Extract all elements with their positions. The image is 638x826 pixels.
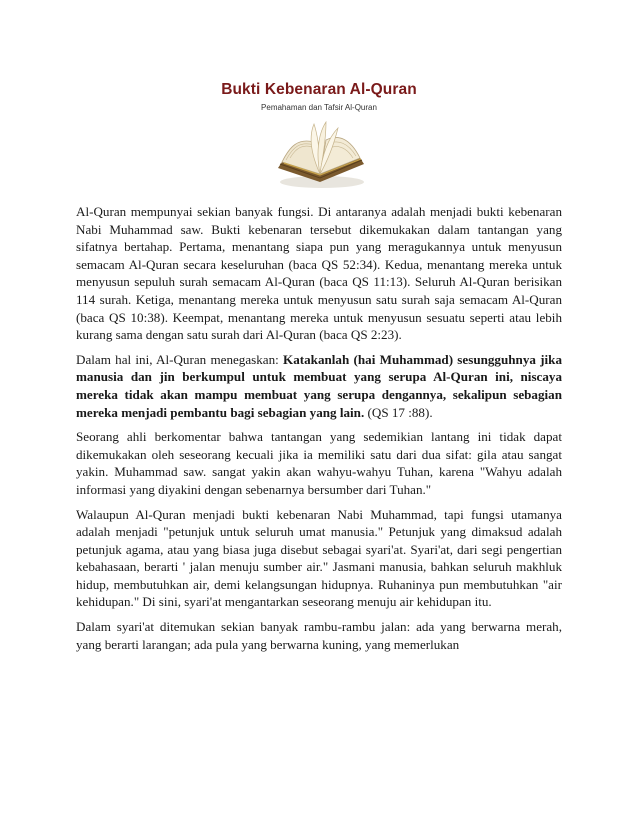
open-quran-book-icon xyxy=(268,116,372,192)
quoted-verse: Katakanlah (hai Muhammad) sesungguhnya jika manusia dan jin berkumpul untuk membuat yang serupa Al-Quran ini, niscaya mereka tidak akan mampu membuat yang serupa dengannya, sekalipun sebagian mereka menjadi pembantu bagi sebagian yang lain. xyxy=(76,351,562,420)
paragraph-rambu-rambu: Dalam syari'at ditemukan sekian banyak rambu-rambu jalan: ada yang berwarna merah, yang berarti larangan; ada pula yang berwarna kuning, yang memerlukan xyxy=(76,619,562,652)
paragraph-fungsi-al-quran: Al-Quran mempunyai sekian banyak fungsi. Di antaranya adalah menjadi bukti kebenaran Nabi Muhammad saw. Bukti kebenaran tersebut dikemukakan dalam tantangan yang sifatnya bertahap. Pertama, menantang siapa pun yang meragukannya untuk menyusun semacam Al-Quran secara keseluruhan (baca QS 52:34). Kedua, menantang mereka untuk menyusun sepuluh surah semacam Al-Quran (baca QS 11:13). Seluruh Al-Quran berisikan 114 surah. Ketiga, menantang mereka untuk menyusun satu surah saja semacam Al-Quran (baca QS 10:38). Keempat, menantang mereka untuk menyusun sesuatu seperti atau lebih kurang sama dengan satu surah dari Al-Quran (baca QS 2:23). xyxy=(76,204,562,343)
document-title: Bukti Kebenaran Al-Quran xyxy=(221,81,417,98)
document-body xyxy=(76,203,562,660)
paragraph-komentar-ahli: Seorang ahli berkomentar bahwa tantangan yang sedemikian lantang ini tidak dapat dikemukakan oleh seseorang kecuali jika ia memiliki satu dari dua sifat: gila atau sangat yakin. Muhammad saw. sangat yakin akan wahyu-wahyu Tuhan, karena "Wahyu adalah informasi yang diyakini dengan sebenarnya bersumber dari Tuhan." xyxy=(76,429,562,497)
paragraph-fungsi-utama: Walaupun Al-Quran menjadi bukti kebenaran Nabi Muhammad, tapi fungsi utamanya adalah menjadi "petunjuk untuk seluruh umat manusia." Petunjuk yang dimaksud adalah petunjuk agama, atau yang biasa juga disebut sebagai syari'at. Syari'at, dari segi pengertian kebahasaan, berarti ' jalan menuju sumber air." Jasmani manusia, bahkan seluruh makhluk hidup, membutuhkan air, demi kelangsungan hidupnya. Ruhaninya pun membutuhkan "air kehidupan." Di sini, syari'at mengantarkan seseorang menuju air kehidupan itu. xyxy=(76,506,562,610)
document-subtitle: Pemahaman dan Tafsir Al-Quran xyxy=(261,103,377,112)
paragraph-penegasan-al-quran xyxy=(76,351,562,421)
verse-reference: (QS 17 :88). xyxy=(364,404,433,420)
paragraph-intro: Dalam hal ini, Al-Quran menegaskan: xyxy=(76,351,284,367)
